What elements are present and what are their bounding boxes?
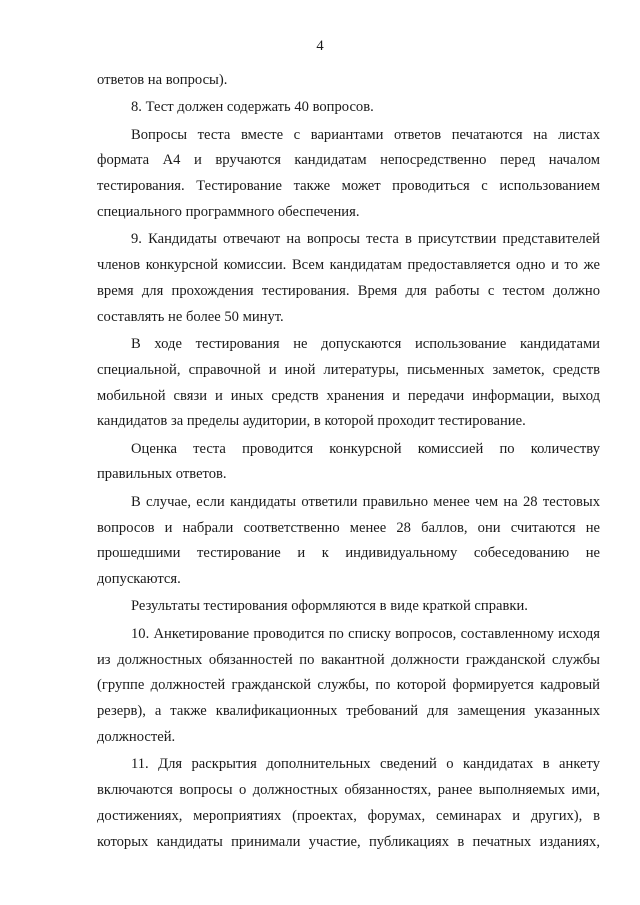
paragraph: ответов на вопросы). [97, 72, 228, 88]
paragraph: Результаты тестирования оформляются в виде краткой справки. [131, 598, 528, 615]
document-body [97, 68, 600, 855]
paragraph: Оценка теста проводится конкурсной комиссией по количеству правильных ответов. [97, 440, 600, 483]
paragraph: В ходе тестирования не допускаются использование кандидатами специальной, справочной и иной литературы, письменных заметок, средств мобильной связи и иных средств хранения и передачи информации, выход кандидатов за пределы аудитории, в которой проходит тестирование. [97, 335, 600, 430]
paragraph: 10. Анкетирование проводится по списку вопросов, составленному исходя из должностных обязанностей по вакантной должности гражданской службы (группе должностей гражданской службы, по которой формируется кадровый резерв), а также квалификационных требований для замещения указанных должностей. [97, 625, 600, 745]
paragraph: 11. Для раскрытия дополнительных сведений о кандидатах в анкету включаются вопросы о должностных обязанностях, ранее выполняемых ими, достижениях, мероприятиях (проектах, форумах, семинарах и других), в которых кандидаты принимали участие, публикациях в печатных изданиях, [97, 756, 600, 850]
paragraph: 8. Тест должен содержать 40 вопросов. [131, 99, 374, 116]
paragraph: Вопросы теста вместе с вариантами ответов печатаются на листах формата А4 и вручаются кандидатам непосредственно перед началом тестирования. Тестирование также может проводиться с использованием специального программного обеспечения. [97, 126, 600, 220]
paragraph: 9. Кандидаты отвечают на вопросы теста в присутствии представителей членов конкурсной комиссии. Всем кандидатам предоставляется одно и то же время для прохождения тестирования. Время для работы с тестом должно составлять не более 50 минут. [97, 231, 600, 325]
page-number: 4 [316, 38, 324, 54]
paragraph: В случае, если кандидаты ответили правильно менее чем на 28 тестовых вопросов и набрали соответственно менее 28 баллов, они считаются не прошедшими тестирование и к индивидуальному собеседованию не допускаются. [97, 493, 600, 588]
